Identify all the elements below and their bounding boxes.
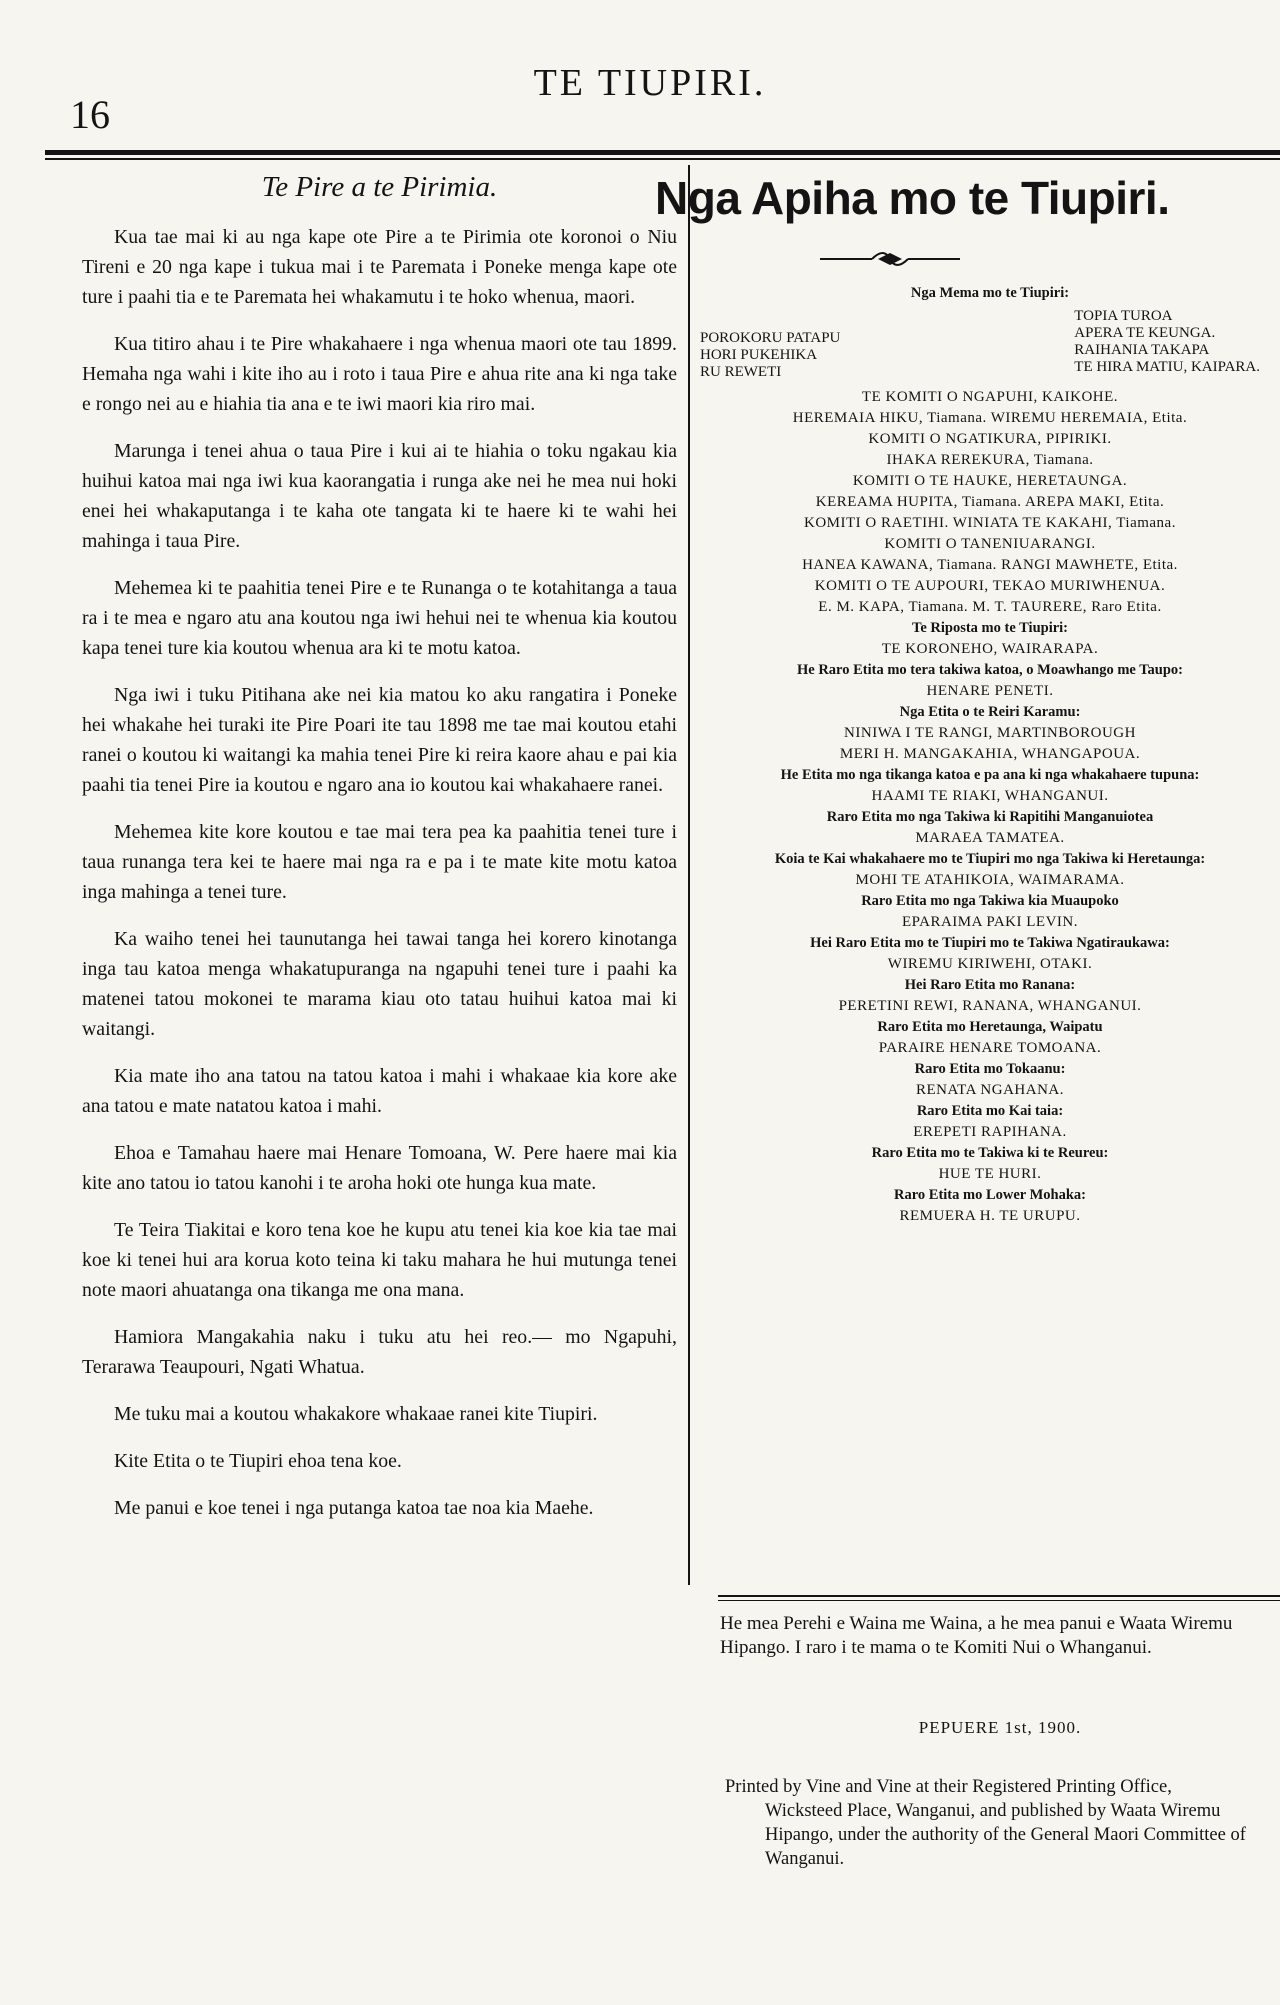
printer-imprint <box>725 1775 1280 1871</box>
officer-role-label: Raro Etita mo Tokaanu: <box>914 1061 1066 1077</box>
article-paragraph: Kua tae mai ki au nga kape ote Pire a te Pirimia ote koronoi o Niu Tireni e 20 nga kape i tukua mai i te Paremata i Poneke menga kape ote ture i paahi tia e te Paremata hei whakamutu i te hoko whenua, maori. <box>82 226 677 308</box>
publisher-rule-thin <box>718 1600 1280 1601</box>
article-paragraph: Ehoa e Tamahau haere mai Henare Tomoana, W. Pere haere mai kia kite ano tatou io tatou kanohi i te aroha hoki ote hunga kua mate. <box>82 1142 677 1194</box>
imprint-line-1: Printed by Vine and Vine at their Registered Printing Office, <box>725 1777 1172 1797</box>
officer-name: PERETINI REWI, RANANA, WHANGANUI. <box>838 998 1142 1014</box>
officer-role-label: Raro Etita mo Lower Mohaka: <box>894 1187 1086 1203</box>
officer-name: HEREMAIA HIKU, Tiamana. WIREMU HEREMAIA, Etita. <box>792 410 1188 426</box>
publication-date: PEPUERE 1st, 1900. <box>918 1718 1082 1737</box>
article-paragraph: Marunga i tenei ahua o taua Pire i kui ai te hiahia o toku ngakau kia huihui katoa mai nga iwi kua kaorangatia i runga ake nei he mea nui hoki enei hei whakaputanga i te kaha ote tangata ki te haere ki te wahi hei mahinga i taua Pire. <box>82 440 677 552</box>
article-paragraph: Mehemea ki te paahitia tenei Pire e te Runanga o te kotahitanga a taua ra i te mea e ngaro atu ana koutou nga iwi hehui nei te whenua kia koutou kapa tenei ture kia koutou whenua ara ki te motu katoa. <box>82 577 677 659</box>
mema-member-name: TE HIRA MATIU, KAIPARA. <box>1074 359 1260 375</box>
mema-member-name: HORI PUKEHIKA <box>700 347 818 363</box>
paper-title: TE TIUPIRI. <box>533 62 767 104</box>
article-paragraph: Mehemea kite kore koutou e tae mai tera pea ka paahitia tenei ture i taua runanga tera kei te haere mai nga ra e pa i te mate kite motu katoa inga mahinga a tenei ture. <box>82 821 677 903</box>
article-paragraph: Kua titiro ahau i te Pire whakahaere i nga whenua maori ote tau 1899. Hemaha nga wahi i kite iho au i roto i taua Pire e ahua rite ana ki nga take e rongo nei au e hiahia tia ana e te iwi maori kia riro mai. <box>82 333 677 415</box>
officer-name: KOMITI O TE AUPOURI, TEKAO MURIWHENUA. <box>814 578 1166 594</box>
article-paragraph: Me tuku mai a koutou whakakore whakaae ranei kite Tiupiri. <box>114 1403 598 1425</box>
article-paragraph: Me panui e koe tenei i nga putanga katoa tae noa kia Maehe. <box>114 1497 594 1519</box>
officer-role-label: He Raro Etita mo tera takiwa katoa, o Moawhango me Taupo: <box>797 662 1183 678</box>
officer-name: MERI H. MANGAKAHIA, WHANGAPOUA. <box>839 746 1141 762</box>
officer-role-label: Raro Etita mo te Takiwa ki te Reureu: <box>871 1145 1109 1161</box>
column-divider <box>688 165 690 1585</box>
mema-right-list <box>1074 308 1260 381</box>
officer-role-label: Raro Etita mo nga Takiwa ki Rapitihi Manganuiotea <box>826 809 1154 825</box>
officer-name: WIREMU KIRIWEHI, OTAKI. <box>887 956 1093 972</box>
officer-name: KOMITI O RAETIHI. WINIATA TE KAKAHI, Tiamana. <box>804 515 1176 531</box>
mema-member-name: RU REWETI <box>700 364 782 380</box>
article-paragraph: Kite Etita o te Tiupiri ehoa tena koe. <box>114 1450 402 1472</box>
officer-name: RENATA NGAHANA. <box>916 1082 1064 1098</box>
article-body <box>82 222 677 1523</box>
header-rule-thin <box>45 158 1280 160</box>
officer-name: PARAIRE HENARE TOMOANA. <box>878 1040 1102 1056</box>
officer-role-label: Hei Raro Etita mo Ranana: <box>904 977 1076 993</box>
publisher-note: He mea Perehi e Waina me Waina, a he mea panui e Waata Wiremu Hipango. I raro i te mama o te Komiti Nui o Whanganui. <box>720 1613 1233 1658</box>
officer-role-label: Hei Raro Etita mo te Tiupiri mo te Takiwa Ngatiraukawa: <box>810 935 1170 951</box>
officer-name: KOMITI O NGATIKURA, PIPIRIKI. <box>868 431 1112 447</box>
officer-role-label: Raro Etita mo Heretaunga, Waipatu <box>877 1019 1103 1035</box>
page-number: 16 <box>70 92 110 137</box>
officer-role-label: Raro Etita mo Kai taia: <box>916 1103 1064 1119</box>
officer-name: HANEA KAWANA, Tiamana. RANGI MAWHETE, Etita. <box>802 557 1178 573</box>
officers-column <box>655 168 1280 1227</box>
publisher-rule-thick <box>718 1595 1280 1597</box>
officer-name: KEREAMA HUPITA, Tiamana. AREPA MAKI, Etita. <box>815 494 1165 510</box>
officer-role-label: Raro Etita mo nga Takiwa kia Muaupoko <box>861 893 1119 909</box>
officer-name: EPARAIMA PAKI LEVIN. <box>902 914 1078 930</box>
mema-member-name: POROKORU PATAPU <box>700 330 841 346</box>
article-paragraph: Te Teira Tiakitai e koro tena koe he kupu atu tenei kia koe kia tae mai koe ki tenei hui ara korua koto teina ki taku mahara he hui mutunga tenei note maori ahuatanga ona tikanga me ona mana. <box>82 1219 677 1301</box>
officer-name: TE KORONEHO, WAIRARAPA. <box>881 641 1099 657</box>
officer-name: KOMITI O TANENIUARANGI. <box>884 536 1096 552</box>
officer-name: KOMITI O TE HAUKE, HERETAUNGA. <box>852 473 1128 489</box>
officer-name: MARAEA TAMATEA. <box>915 830 1065 846</box>
officer-name: TE KOMITI O NGAPUHI, KAIKOHE. <box>861 389 1119 405</box>
officer-name: EREPETI RAPIHANA. <box>913 1124 1067 1140</box>
officer-name: HENARE PENETI. <box>926 683 1054 699</box>
officer-list <box>700 283 1280 1227</box>
officer-name: E. M. KAPA, Tiamana. M. T. TAURERE, Raro Etita. <box>818 599 1162 615</box>
article-paragraph: Hamiora Mangakahia naku i tuku atu hei reo.— mo Ngapuhi, Terarawa Teaupouri, Ngati Whatua. <box>82 1326 677 1378</box>
ornament-divider-icon <box>820 248 960 270</box>
officer-name: IHAKA REREKURA, Tiamana. <box>886 452 1094 468</box>
officer-name: REMUERA H. TE URUPU. <box>899 1208 1081 1224</box>
article-paragraph: Kia mate iho ana tatou na tatou katoa i mahi i whakaae kia kore ake ana tatou e mate natatou katoa i mahi. <box>82 1065 677 1117</box>
mema-member-name: RAIHANIA TAKAPA <box>1074 342 1210 358</box>
officer-role-label: Koia te Kai whakahaere mo te Tiupiri mo nga Takiwa ki Heretaunga: <box>774 851 1206 867</box>
article-paragraph: Ka waiho tenei hei taunutanga hei tawai tanga hei korero kinotanga inga tau katoa menga whakatupuranga na ngapuhi tenei ture i paahi ka matenei tatou mokonei te marama kiau oto tatau huihui katoa mai ki waitangi. <box>82 928 677 1040</box>
imprint-line-2: Wicksteed Place, Wanganui, and published by Waata Wiremu Hipango, under the authority of the General Maori Committee of Wanganui. <box>765 1801 1246 1869</box>
masthead <box>0 55 1280 137</box>
mema-member-name: APERA TE KEUNGA. <box>1074 325 1216 341</box>
officer-name: HAAMI TE RIAKI, WHANGANUI. <box>871 788 1109 804</box>
officer-role-label: Te Riposta mo te Tiupiri: <box>911 620 1069 636</box>
officer-name: NINIWA I TE RANGI, MARTINBOROUGH <box>844 725 1136 741</box>
officer-entries <box>700 387 1280 1227</box>
officer-name: MOHI TE ATAHIKOIA, WAIMARAMA. <box>855 872 1125 888</box>
officers-heading: Nga Apiha mo te Tiupiri. <box>655 172 1170 224</box>
officer-role-label: Nga Etita o te Reiri Karamu: <box>899 704 1081 720</box>
officer-role-label: He Etita mo nga tikanga katoa e pa ana ki nga whakahaere tupuna: <box>780 767 1200 783</box>
article-column <box>82 168 677 1540</box>
mema-grid <box>700 308 1280 381</box>
header-rule-thick <box>45 150 1280 155</box>
mema-label: Nga Mema mo te Tiupiri: <box>910 285 1070 301</box>
officer-name: HUE TE HURI. <box>938 1166 1042 1182</box>
mema-member-name: TOPIA TUROA <box>1074 308 1173 324</box>
article-title: Te Pire a te Pirimia. <box>261 171 498 203</box>
mema-left-list <box>700 308 840 381</box>
article-paragraph: Nga iwi i tuku Pitihana ake nei kia matou ko aku rangatira i Poneke hei whakahe hei turaki ite Pire Poari ite tau 1898 me tae mai koutou etahi ranei o koutou ki waitangi ka mahia tenei Pire ki reira kaore ahau e pai kia paahi tia tenei Pire ia koutou e ngaro ana io koutou kai whakahaere ranei. <box>82 684 677 796</box>
